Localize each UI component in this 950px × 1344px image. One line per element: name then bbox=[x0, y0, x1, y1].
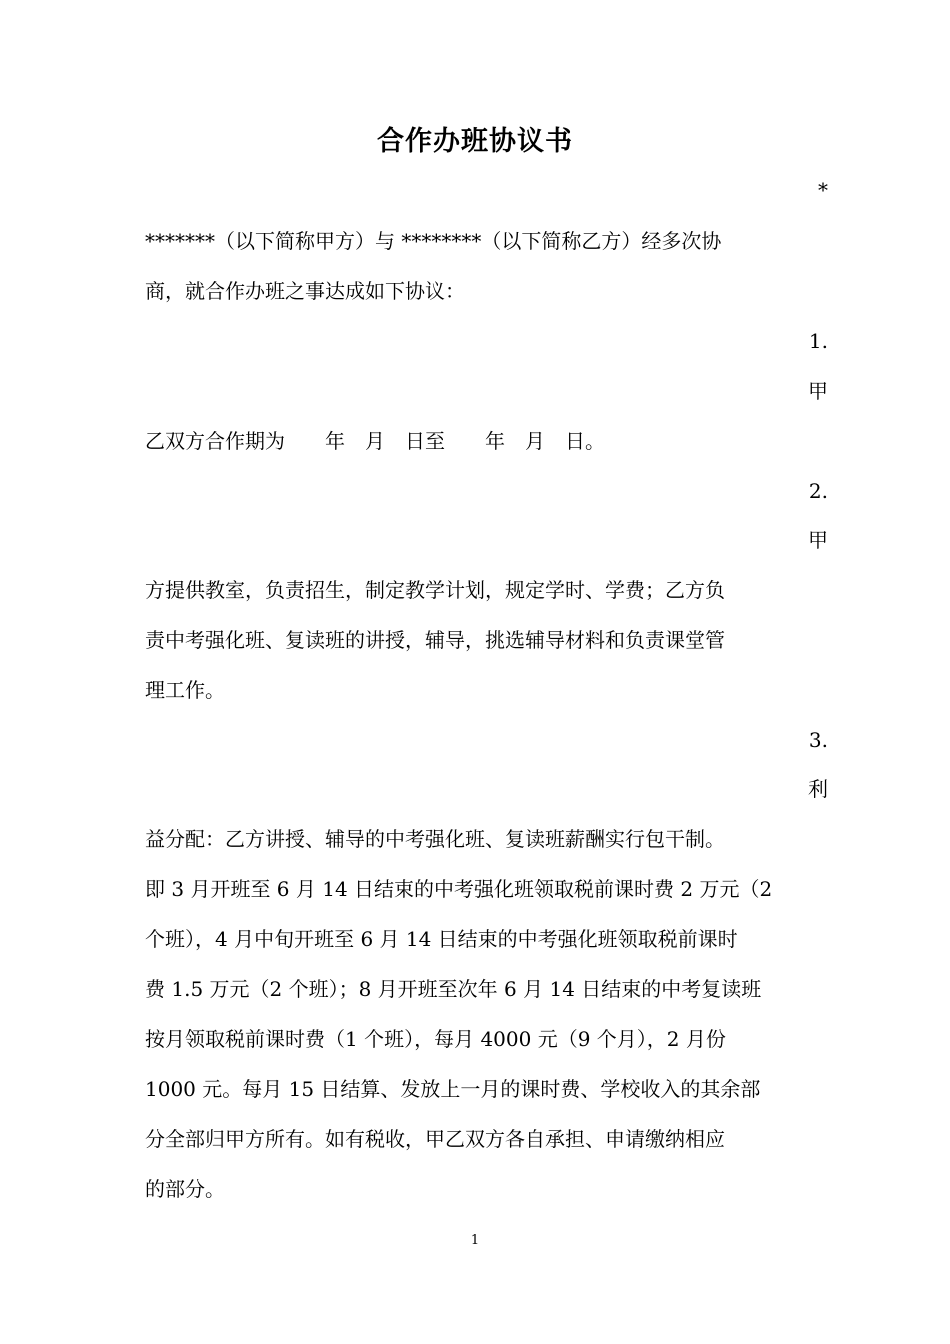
text-line: 分全部归甲方所有。如有税收，甲乙双方各自承担、申请缴纳相应 bbox=[145, 1127, 725, 1151]
text-line: 按月领取税前课时费（1 个班），每月 4000 元（9 个月），2 月份 bbox=[145, 1027, 726, 1051]
section-number-1: 1. bbox=[808, 329, 828, 353]
section-number-2: 2. bbox=[808, 479, 828, 503]
text-line: 1000 元。每月 15 日结算、发放上一月的课时费、学校收入的其余部 bbox=[145, 1077, 761, 1101]
text-line: 甲 bbox=[808, 528, 828, 552]
text-line: 的部分。 bbox=[145, 1177, 225, 1201]
text-line: 方提供教室，负责招生，制定教学计划，规定学时、学费；乙方负 bbox=[145, 578, 725, 602]
text-line: 甲 bbox=[808, 379, 828, 403]
document-title: 合作办班协议书 bbox=[377, 126, 573, 157]
text-line: 益分配：乙方讲授、辅导的中考强化班、复读班薪酬实行包干制。 bbox=[145, 827, 725, 851]
text-line: 乙双方合作期为 年 月 日至 年 月 日。 bbox=[145, 429, 605, 453]
page-number: 1 bbox=[470, 1233, 480, 1248]
text-line: * bbox=[818, 178, 828, 202]
text-line: 利 bbox=[808, 777, 828, 801]
text-line: 即 3 月开班至 6 月 14 日结束的中考强化班领取税前课时费 2 万元（2 bbox=[145, 877, 773, 901]
text-line: *******（以下简称甲方）与 ********（以下简称乙方）经多次协 bbox=[145, 229, 722, 253]
section-number-3: 3. bbox=[808, 728, 828, 752]
text-line: 费 1.5 万元（2 个班）；8 月开班至次年 6 月 14 日结束的中考复读班 bbox=[145, 977, 762, 1001]
text-line: 理工作。 bbox=[145, 678, 225, 702]
text-line: 责中考强化班、复读班的讲授，辅导，挑选辅导材料和负责课堂管 bbox=[145, 628, 725, 652]
text-line: 个班），4 月中旬开班至 6 月 14 日结束的中考强化班领取税前课时 bbox=[145, 927, 738, 951]
text-line: 商，就合作办班之事达成如下协议： bbox=[145, 279, 465, 303]
